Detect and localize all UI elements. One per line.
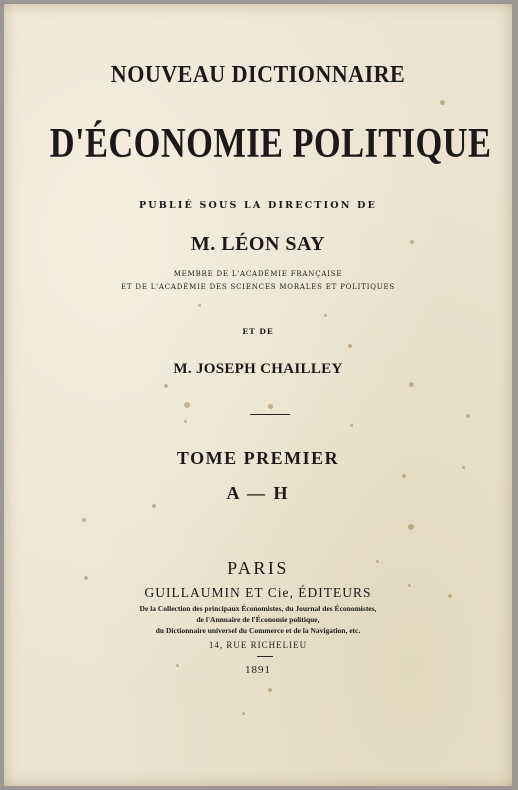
- editor-1-affiliation-2: ET DE L'ACADÉMIE DES SCIENCES MORALES ET POLITIQUES: [120, 283, 395, 291]
- title-page: [4, 4, 512, 786]
- foxing-spot: [324, 314, 327, 317]
- foxing-spot: [198, 304, 201, 307]
- foxing-spot: [184, 420, 187, 423]
- published-under: PUBLIÉ SOUS LA DIRECTION DE: [138, 200, 378, 211]
- foxing-spot: [448, 594, 452, 598]
- foxing-spot: [410, 240, 414, 244]
- publisher-name: GUILLAUMIN ET Cie, ÉDITEURS: [144, 585, 372, 600]
- foxing-spot: [408, 584, 411, 587]
- publisher-note-3: du Dictionnaire universel du Commerce et de la Navigation, etc.: [155, 626, 361, 635]
- foxing-spot: [402, 474, 406, 478]
- foxing-spot: [348, 344, 352, 348]
- foxing-spot: [184, 402, 190, 408]
- divider-rule: [250, 414, 290, 415]
- foxing-spot: [268, 688, 272, 692]
- foxing-spot: [466, 414, 470, 418]
- publisher-address: 14, RUE RICHELIEU: [208, 640, 308, 650]
- short-rule: [257, 656, 273, 657]
- volume-label: TOME PREMIER: [176, 448, 340, 468]
- editor-1-name: M. LÉON SAY: [190, 233, 326, 255]
- editor-1-affiliation-1: MEMBRE DE L'ACADÉMIE FRANÇAISE: [173, 270, 343, 278]
- bleed-through: [154, 99, 374, 115]
- conjunction: ET DE: [242, 327, 274, 336]
- publication-year: 1891: [245, 664, 271, 676]
- foxing-spot: [164, 384, 168, 388]
- foxing-spot: [408, 524, 414, 530]
- foxing-spot: [462, 466, 465, 469]
- foxing-spot: [440, 100, 445, 105]
- foxing-spot: [152, 504, 156, 508]
- foxing-spot: [376, 560, 379, 563]
- editor-2-name: M. JOSEPH CHAILLEY: [173, 361, 343, 377]
- foxing-spot: [84, 576, 88, 580]
- foxing-spot: [82, 518, 86, 522]
- publication-city: PARIS: [227, 558, 289, 578]
- letter-range: A — H: [226, 483, 290, 503]
- foxing-spot: [268, 404, 273, 409]
- title-line-2: D'ÉCONOMIE POLITIQUE: [49, 121, 492, 167]
- foxing-spot: [350, 424, 353, 427]
- publisher-note-1: De la Collection des principaux Économistes, du Journal des Économistes,: [139, 604, 377, 613]
- foxing-spot: [176, 664, 179, 667]
- title-line-1: NOUVEAU DICTIONNAIRE: [110, 62, 406, 88]
- foxing-spot: [409, 382, 414, 387]
- publisher-note-2: de l'Annuaire de l'Économie politique,: [196, 615, 320, 624]
- foxing-spot: [242, 712, 245, 715]
